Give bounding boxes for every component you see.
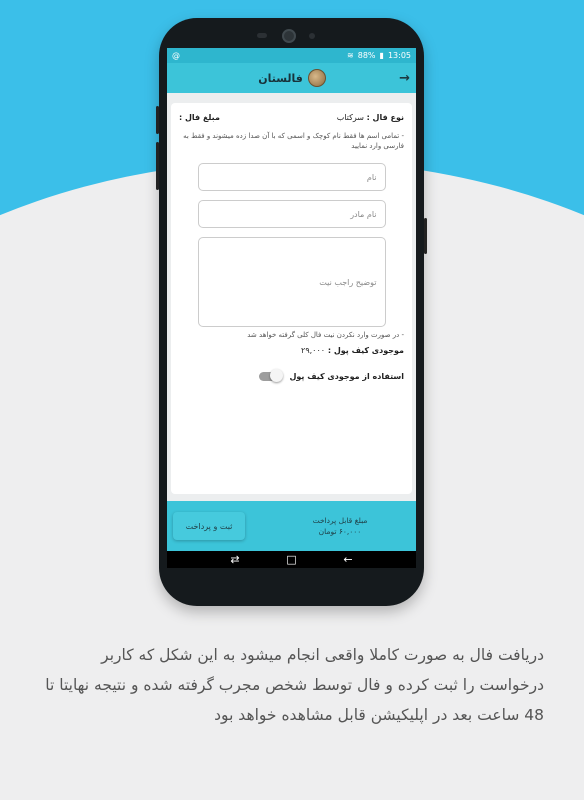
wallet-balance: موجودی کیف پول : ۲۹,۰۰۰ [301, 346, 404, 355]
volume-button-2 [156, 142, 159, 190]
payable-amount-title: مبلغ قابل پرداخت [312, 516, 368, 525]
intent-note: - در صورت وارد نکردن نیت فال کلی گرفته خواهد شد [247, 331, 404, 339]
submit-pay-button[interactable]: ثبت و پرداخت [173, 512, 245, 540]
power-button [424, 218, 427, 254]
payable-amount [270, 515, 410, 537]
fortune-info-row [179, 113, 404, 122]
intent-textarea[interactable]: توضیح راجب نیت [198, 237, 386, 327]
wallet-balance-value: ۲۹,۰۰۰ [301, 346, 326, 355]
status-bar [167, 48, 416, 63]
speaker [257, 33, 267, 38]
volume-button [156, 106, 159, 134]
sensor [309, 33, 315, 39]
battery-icon: ▮ [379, 51, 384, 60]
app-logo-icon [308, 69, 326, 87]
name-input[interactable]: نام [198, 163, 386, 191]
wifi-icon: ≋ [347, 51, 354, 60]
fortune-type: نوع فال : سرکتاب [336, 113, 404, 122]
name-note: - تمامی اسم ها فقط نام کوچک و اسمی که با آن صدا زده میشوند و فقط به فارسی وارد نمایید [183, 132, 404, 150]
use-wallet-row [179, 372, 404, 381]
use-wallet-toggle[interactable] [259, 372, 281, 381]
toggle-knob [270, 369, 283, 382]
home-square-icon[interactable]: □ [286, 553, 297, 566]
recent-apps-icon[interactable]: ⇄ [230, 553, 240, 566]
caption-text: دریافت فال به صورت کاملا واقعی انجام میشود به این شکل که کاربر درخواست را ثبت کرده و فال توسط شخص مجرب گرفته شده و نتیجه نهایتا تا 48 ساعت بعد در اپلیکیشن قابل مشاهده خواهد بود [45, 646, 544, 724]
arrow-right-icon[interactable]: → [399, 70, 410, 86]
phone-screen [167, 48, 416, 568]
payment-bar [167, 501, 416, 551]
mother-name-input[interactable]: نام مادر [198, 200, 386, 228]
app-notification-icon: @ [172, 51, 180, 60]
form-card [171, 103, 412, 494]
use-wallet-label: استفاده از موجودی کیف پول [289, 372, 404, 381]
battery-percent: 88% [357, 51, 376, 60]
fortune-amount-label: مبلغ فال : [179, 113, 220, 122]
status-right [347, 51, 411, 60]
app-title: فالستان [258, 71, 303, 85]
back-arrow-icon[interactable]: ← [343, 553, 353, 566]
app-title-group [258, 69, 326, 87]
app-bar [167, 63, 416, 93]
clock: 13:05 [387, 51, 411, 60]
android-nav-bar [167, 551, 416, 568]
payable-amount-value: ۶۰,۰۰۰ تومان [318, 527, 362, 536]
phone-frame [159, 18, 424, 606]
front-camera [282, 29, 296, 43]
